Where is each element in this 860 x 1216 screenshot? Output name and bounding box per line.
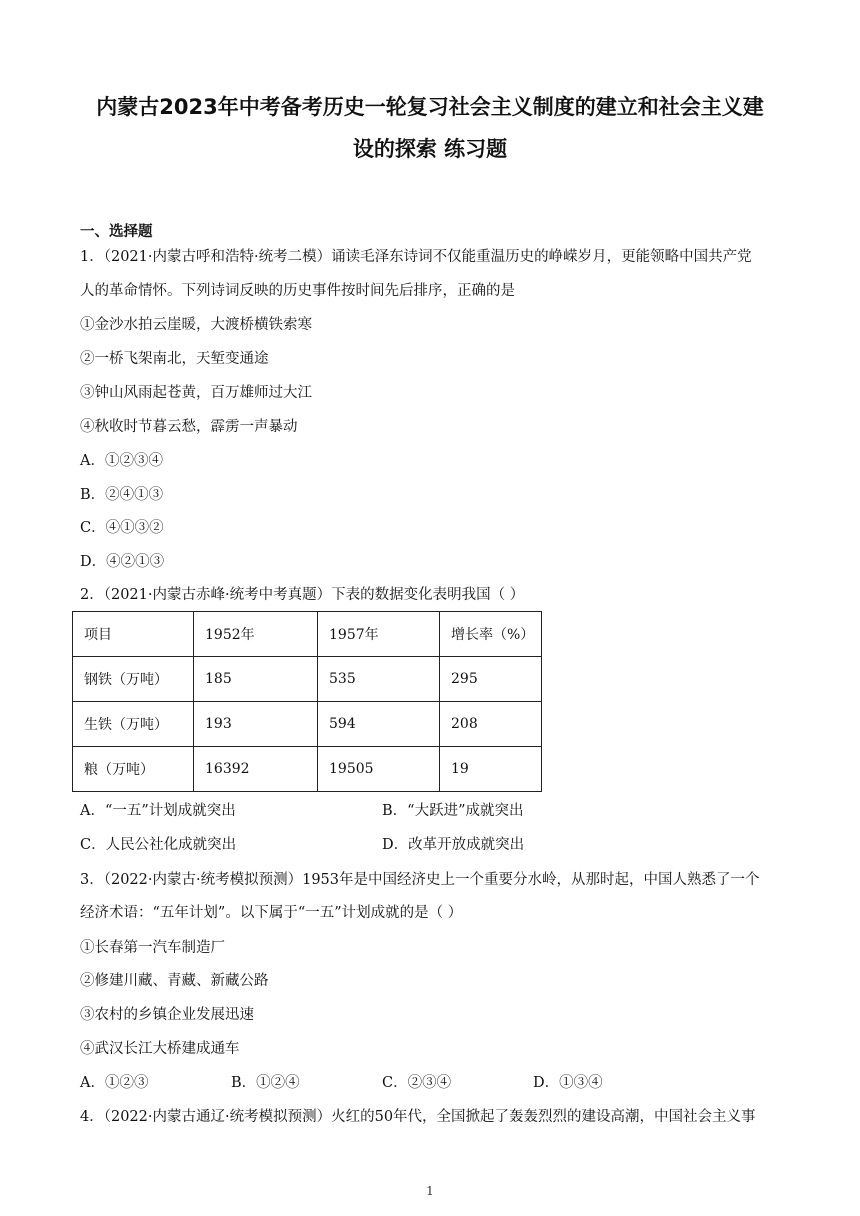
table-cell: 185: [194, 657, 318, 702]
q2-option-d: D．改革开放成就突出: [382, 837, 525, 853]
table-cell: 粮（万吨）: [73, 747, 194, 792]
table-cell: 钢铁（万吨）: [73, 657, 194, 702]
q1-item-1: ①金沙水拍云崖暖，大渡桥横铁索寒: [80, 317, 312, 333]
table-cell: 16392: [194, 747, 318, 792]
table-row: [73, 747, 542, 792]
q1-item-4: ④秋收时节暮云愁，霹雳一声暴动: [80, 419, 298, 435]
document-title-line-1: 内蒙古2023年中考备考历史一轮复习社会主义制度的建立和社会主义建: [96, 95, 764, 119]
table-row: [73, 702, 542, 747]
q2-option-c: C．人民公社化成就突出: [80, 837, 237, 853]
q3-option-b: B．①②④: [231, 1075, 300, 1091]
table-cell: 594: [318, 702, 440, 747]
q1-option-b: B．②④①③: [80, 487, 164, 503]
table-header-cell: 1957年: [318, 612, 440, 657]
q1-stem-line-1: 1．（2021·内蒙古呼和浩特·统考二模）诵读毛泽东诗词不仅能重温历史的峥嵘岁月，更能领略中国共产党: [80, 249, 752, 265]
table-cell: 193: [194, 702, 318, 747]
q1-option-d: D．④②①③: [80, 554, 165, 570]
q3-option-d: D．①③④: [533, 1075, 603, 1091]
page-number: 1: [426, 1184, 434, 1198]
document-title-line-2: 设的探索 练习题: [352, 137, 508, 161]
table-cell: 生铁（万吨）: [73, 702, 194, 747]
q1-item-2: ②一桥飞架南北，天堑变通途: [80, 351, 269, 367]
production-data-table: [72, 611, 542, 792]
table-header-cell: 1952年: [194, 612, 318, 657]
q1-item-3: ③钟山风雨起苍黄，百万雄师过大江: [80, 385, 312, 401]
q2-stem: 2．（2021·内蒙古赤峰·统考中考真题）下表的数据变化表明我国（ ）: [80, 587, 525, 603]
table-header-row: [73, 612, 542, 657]
q3-item-4: ④武汉长江大桥建成通车: [80, 1041, 240, 1057]
table-cell: 19505: [318, 747, 440, 792]
q3-stem-line-2: 经济术语：“五年计划”。以下属于“一五”计划成就的是（ ）: [80, 905, 463, 921]
q3-item-3: ③农村的乡镇企业发展迅速: [80, 1007, 254, 1023]
table-header-cell: 增长率（%）: [440, 612, 542, 657]
q1-option-a: A．①②③④: [80, 453, 163, 469]
q2-option-b: B．“大跃进”成就突出: [382, 803, 524, 819]
q3-option-c: C．②③④: [382, 1075, 452, 1091]
table-header-cell: 项目: [73, 612, 194, 657]
q2-option-a: A．“一五”计划成就突出: [80, 803, 236, 819]
q3-item-1: ①长春第一汽车制造厂: [80, 940, 225, 956]
q3-item-2: ②修建川藏、青藏、新藏公路: [80, 973, 269, 989]
q3-option-a: A．①②③: [80, 1075, 149, 1091]
q3-stem-line-1: 3．（2022·内蒙古·统考模拟预测）1953年是中国经济史上一个重要分水岭，从那时起，中国人熟悉了一个: [80, 872, 760, 888]
table-cell: 208: [440, 702, 542, 747]
q1-option-c: C．④①③②: [80, 520, 164, 536]
table-cell: 19: [440, 747, 542, 792]
table-cell: 535: [318, 657, 440, 702]
table-cell: 295: [440, 657, 542, 702]
q4-stem-line-1: 4．（2022·内蒙古通辽·统考模拟预测）火红的50年代，全国掀起了轰轰烈烈的建设高潮，中国社会主义事: [80, 1109, 756, 1125]
section-heading: 一、选择题: [80, 224, 153, 240]
table-row: [73, 657, 542, 702]
q1-stem-line-2: 人的革命情怀。下列诗词反映的历史事件按时间先后排序，正确的是: [80, 283, 515, 299]
